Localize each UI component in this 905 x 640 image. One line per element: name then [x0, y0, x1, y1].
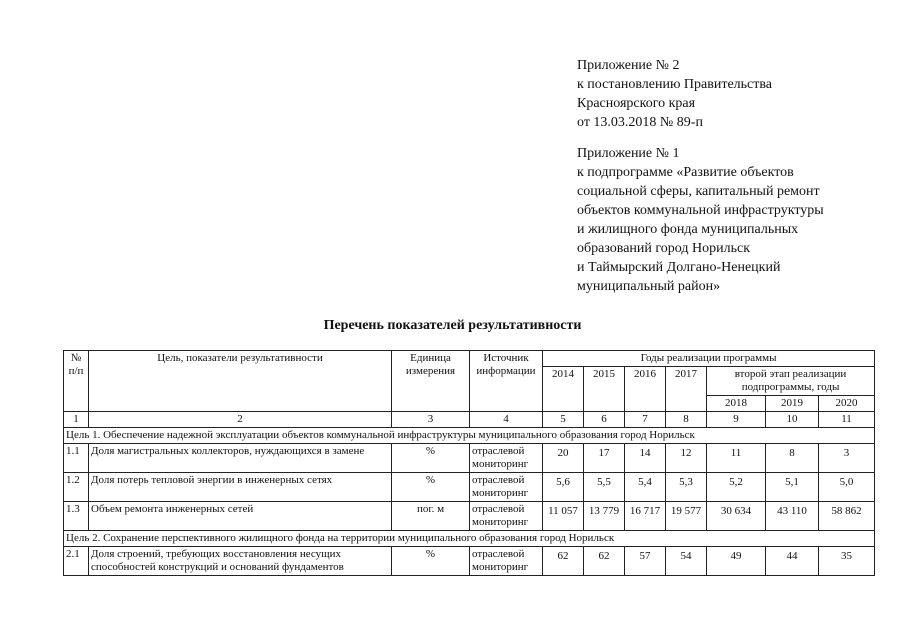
row-value: 35	[819, 547, 875, 576]
header-year: 2016	[625, 367, 666, 412]
row-value: 62	[543, 547, 584, 576]
goal-1: Цель 1. Обеспечение надежной эксплуатации объектов коммунальной инфраструктуры муниципального образования город Норильск	[64, 428, 875, 444]
row-unit: %	[392, 473, 470, 502]
table-row	[64, 547, 875, 576]
header-stage2: второй этап реализации подпрограммы, годы	[707, 367, 875, 396]
row-number: 1.3	[64, 502, 89, 531]
header-goal: Цель, показатели результативности	[89, 351, 392, 412]
row-name: Объем ремонта инженерных сетей	[89, 502, 392, 531]
row-value: 5,5	[584, 473, 625, 502]
column-number: 10	[766, 412, 819, 428]
appendix-line: объектов коммунальной инфраструктуры	[577, 203, 824, 218]
header-year: 2015	[584, 367, 625, 412]
appendix-1-header	[577, 144, 824, 296]
row-value: 17	[584, 444, 625, 473]
appendix-line: от 13.03.2018 № 89-п	[577, 115, 703, 130]
row-source: отраслевой мониторинг	[470, 444, 543, 473]
row-value: 13 779	[584, 502, 625, 531]
row-name: Доля потерь тепловой энергии в инженерных сетях	[89, 473, 392, 502]
row-value: 5,4	[625, 473, 666, 502]
row-value: 43 110	[766, 502, 819, 531]
row-value: 58 862	[819, 502, 875, 531]
appendix-line: Красноярского края	[577, 96, 696, 111]
row-value: 8	[766, 444, 819, 473]
row-value: 49	[707, 547, 766, 576]
header-year: 2017	[666, 367, 707, 412]
table-row	[64, 444, 875, 473]
goal-2: Цель 2. Сохранение перспективного жилищного фонда на территории муниципального образования город Норильск	[64, 531, 875, 547]
row-value: 14	[625, 444, 666, 473]
row-source: отраслевой мониторинг	[470, 473, 543, 502]
row-unit: %	[392, 547, 470, 576]
row-number: 1.2	[64, 473, 89, 502]
appendix-line: и Таймырский Долгано-Ненецкий	[577, 260, 781, 275]
indicators-table	[63, 350, 875, 576]
row-value: 16 717	[625, 502, 666, 531]
row-unit: пог. м	[392, 502, 470, 531]
header-years-group: Годы реализации программы	[543, 351, 875, 367]
column-number: 6	[584, 412, 625, 428]
column-number: 5	[543, 412, 584, 428]
row-value: 54	[666, 547, 707, 576]
row-source: отраслевой мониторинг	[470, 547, 543, 576]
row-value: 5,0	[819, 473, 875, 502]
table-row	[64, 502, 875, 531]
appendix-2-header	[577, 56, 772, 132]
appendix-line: Приложение № 2	[577, 58, 680, 73]
header-source: Источник информации	[470, 351, 543, 412]
row-unit: %	[392, 444, 470, 473]
row-source: отраслевой мониторинг	[470, 502, 543, 531]
header-year: 2019	[766, 396, 819, 412]
header-year: 2020	[819, 396, 875, 412]
column-number: 9	[707, 412, 766, 428]
row-number: 1.1	[64, 444, 89, 473]
row-value: 3	[819, 444, 875, 473]
header-unit: Единица измерения	[392, 351, 470, 412]
row-value: 5,1	[766, 473, 819, 502]
row-value: 5,3	[666, 473, 707, 502]
row-value: 5,2	[707, 473, 766, 502]
row-value: 5,6	[543, 473, 584, 502]
row-number: 2.1	[64, 547, 89, 576]
row-name: Доля магистральных коллекторов, нуждающихся в замене	[89, 444, 392, 473]
appendix-line: образований город Норильск	[577, 241, 751, 256]
column-number-row	[64, 412, 875, 428]
header-row	[64, 351, 875, 367]
goal-row	[64, 531, 875, 547]
column-number: 4	[470, 412, 543, 428]
header-no: № п/п	[64, 351, 89, 412]
appendix-line: к подпрограмме «Развитие объектов	[577, 165, 794, 180]
row-value: 20	[543, 444, 584, 473]
appendix-line: к постановлению Правительства	[577, 77, 773, 92]
row-value: 44	[766, 547, 819, 576]
column-number: 2	[89, 412, 392, 428]
column-number: 1	[64, 412, 89, 428]
goal-row	[64, 428, 875, 444]
appendix-line: социальной сферы, капитальный ремонт	[577, 184, 820, 199]
row-value: 30 634	[707, 502, 766, 531]
appendix-line: Приложение № 1	[577, 146, 680, 161]
header-year: 2018	[707, 396, 766, 412]
row-value: 57	[625, 547, 666, 576]
row-name: Доля строений, требующих восстановления несущих способностей конструкций и оснований фундаментов	[89, 547, 392, 576]
appendix-line: муниципальный район»	[577, 279, 721, 294]
column-number: 3	[392, 412, 470, 428]
row-value: 11	[707, 444, 766, 473]
column-number: 11	[819, 412, 875, 428]
table-row	[64, 473, 875, 502]
document-title: Перечень показателей результативности	[323, 318, 582, 333]
row-value: 62	[584, 547, 625, 576]
column-number: 7	[625, 412, 666, 428]
appendix-line: и жилищного фонда муниципальных	[577, 222, 799, 237]
column-number: 8	[666, 412, 707, 428]
row-value: 12	[666, 444, 707, 473]
row-value: 19 577	[666, 502, 707, 531]
header-year: 2014	[543, 367, 584, 412]
row-value: 11 057	[543, 502, 584, 531]
